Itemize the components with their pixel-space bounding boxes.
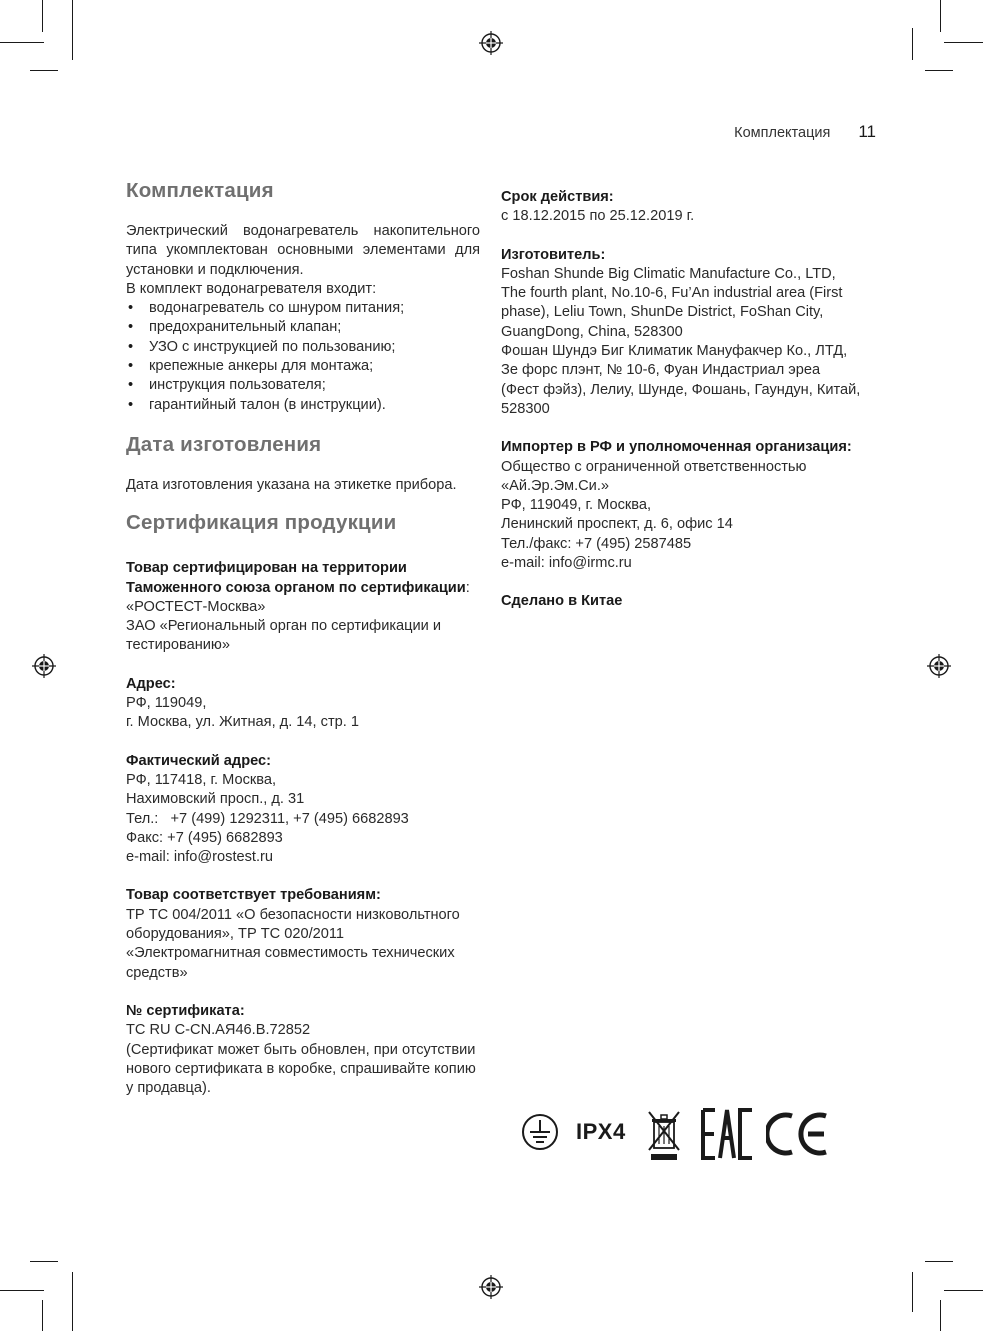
- right-column: [501, 188, 861, 612]
- cert-address-line: РФ, 119049,: [126, 695, 207, 712]
- importer-block: [501, 438, 861, 573]
- registration-mark-icon: [927, 654, 951, 678]
- page-number: 11: [858, 122, 876, 141]
- importer-line: РФ, 119049, г. Москва,: [501, 497, 652, 514]
- importer-line: e-mail: info@irmc.ru: [501, 555, 632, 572]
- weee-bin-icon: [648, 1110, 682, 1160]
- manufacturer-line: Foshan Shunde Big Climatic Manufacture Co., LTD, The fourth plant, No.10-6, Fu’An industrial area (First phase), Leliu Town, ShunDe District, FoShan City, GuangDong, China, 528300: [501, 265, 843, 340]
- list-item: • инструкция пользователя;: [126, 376, 480, 395]
- komplektaciya-list-intro: В комплект водонагревателя входит:: [126, 280, 377, 297]
- cert-body-line: «РОСТЕСТ-Москва»: [126, 598, 266, 615]
- cert-number-label: № сертификата:: [126, 1002, 245, 1019]
- cert-address-line: г. Москва, ул. Житная, д. 14, стр. 1: [126, 714, 359, 731]
- cert-number-line: ТС RU С-CN.АЯ46.В.72852: [126, 1022, 311, 1039]
- running-header-section: Комплектация: [734, 125, 831, 141]
- cert-actual-address-label: Фактический адрес:: [126, 752, 272, 769]
- list-item: • предохранительный клапан;: [126, 318, 480, 337]
- cert-actual-line: Тел.: +7 (499) 1292311, +7 (495) 6682893: [126, 810, 409, 827]
- cert-actual-line: Факс: +7 (495) 6682893: [126, 829, 283, 846]
- section-title-date: Дата изготовления: [126, 432, 322, 456]
- compliance-marks: [520, 1106, 830, 1162]
- list-item: • крепежные анкеры для монтажа;: [126, 357, 480, 376]
- komplektaciya-intro: Электрический водонагреватель накопительного типа укомплектован основными элементами для установки и подключения.: [126, 223, 480, 278]
- crop-mark: [925, 1261, 953, 1262]
- importer-line: Тел./факс: +7 (495) 2587485: [501, 535, 692, 552]
- registration-mark-icon: [479, 31, 503, 55]
- cert-address-label: Адрес:: [126, 675, 176, 692]
- crop-mark: [0, 42, 44, 43]
- crop-mark: [940, 0, 941, 32]
- cert-actual-address-block: [126, 752, 480, 868]
- manufacturer-block: [501, 246, 861, 420]
- list-item: • гарантийный талон (в инструкции).: [126, 396, 480, 415]
- crop-mark: [912, 28, 913, 60]
- cert-body-label: Товар сертифицирован на территории Таможенного союза органом по сертификации: [126, 560, 466, 596]
- date-text: Дата изготовления указана на этикетке прибора.: [126, 476, 457, 493]
- validity-block: [501, 188, 861, 227]
- section-title-komplektaciya: Комплектация: [126, 179, 274, 202]
- cert-body-block: [126, 559, 480, 655]
- crop-mark: [0, 1290, 44, 1291]
- registration-mark-icon: [479, 1275, 503, 1299]
- cert-actual-line: Нахимовский просп., д. 31: [126, 791, 305, 808]
- crop-mark: [30, 70, 58, 71]
- cert-number-block: [126, 1002, 480, 1098]
- importer-line: Ленинский проспект, д. 6, офис 14: [501, 516, 733, 533]
- ground-icon: [520, 1112, 560, 1152]
- cert-body-line: ЗАО «Региональный орган по сертификации и тестированию»: [126, 618, 442, 654]
- crop-mark: [944, 42, 983, 43]
- registration-mark-icon: [32, 654, 56, 678]
- cert-body-colon: :: [465, 579, 470, 596]
- crop-mark: [30, 1261, 58, 1262]
- list-item: • УЗО с инструкцией по пользованию;: [126, 338, 480, 357]
- validity-label: Срок действия:: [501, 189, 614, 205]
- cert-actual-line: РФ, 117418, г. Москва,: [126, 771, 277, 788]
- ipx-rating: IPX4: [576, 1119, 626, 1144]
- left-column: [126, 178, 480, 1117]
- cert-actual-line: e-mail: info@rostest.ru: [126, 849, 274, 866]
- cert-requirements-label: Товар соответствует требованиям:: [126, 887, 381, 904]
- manufacturer-line: Фошан Шундэ Биг Климатик Мануфакчер Ко., ЛТД, Зе форс плэнт, № 10-6, Фуан Индастриал эреа (Фест фэйз), Лелиу, Шунде, Фошань, Гаундун, Китай, 528300: [501, 343, 861, 417]
- list-item: • водонагреватель со шнуром питания;: [126, 299, 480, 318]
- crop-mark: [72, 0, 73, 60]
- crop-mark: [912, 1272, 913, 1312]
- cert-address-block: [126, 675, 480, 733]
- crop-mark: [940, 1300, 941, 1331]
- cert-requirements-text: ТР ТС 004/2011 «О безопасности низковольтного оборудования», ТР ТС 020/2011 «Электромагнитная совместимость технических средств»: [126, 906, 460, 981]
- eac-mark-icon: [700, 1108, 754, 1160]
- crop-mark: [72, 1272, 73, 1331]
- crop-mark: [42, 1300, 43, 1331]
- importer-label: Импортер в РФ и уполномоченная организация:: [501, 439, 852, 456]
- cert-number-line: (Сертификат может быть обновлен, при отсутствии нового сертификата в коробке, спрашивайте копию у продавца).: [126, 1041, 476, 1097]
- importer-line: Общество с ограниченной ответственностью «Ай.Эр.Эм.Си.»: [501, 458, 807, 494]
- section-title-certification: Сертификация продукции: [126, 511, 397, 535]
- crop-mark: [925, 70, 953, 71]
- manufacturer-label: Изготовитель:: [501, 246, 606, 263]
- komplektaciya-list: [126, 299, 480, 415]
- crop-mark: [42, 0, 43, 32]
- made-in-label: Сделано в Китае: [501, 593, 623, 610]
- running-header: [734, 122, 876, 142]
- cert-requirements-block: [126, 886, 480, 982]
- crop-mark: [944, 1290, 983, 1291]
- ce-mark-icon: [766, 1112, 830, 1156]
- validity-text: с 18.12.2015 по 25.12.2019 г.: [501, 208, 695, 225]
